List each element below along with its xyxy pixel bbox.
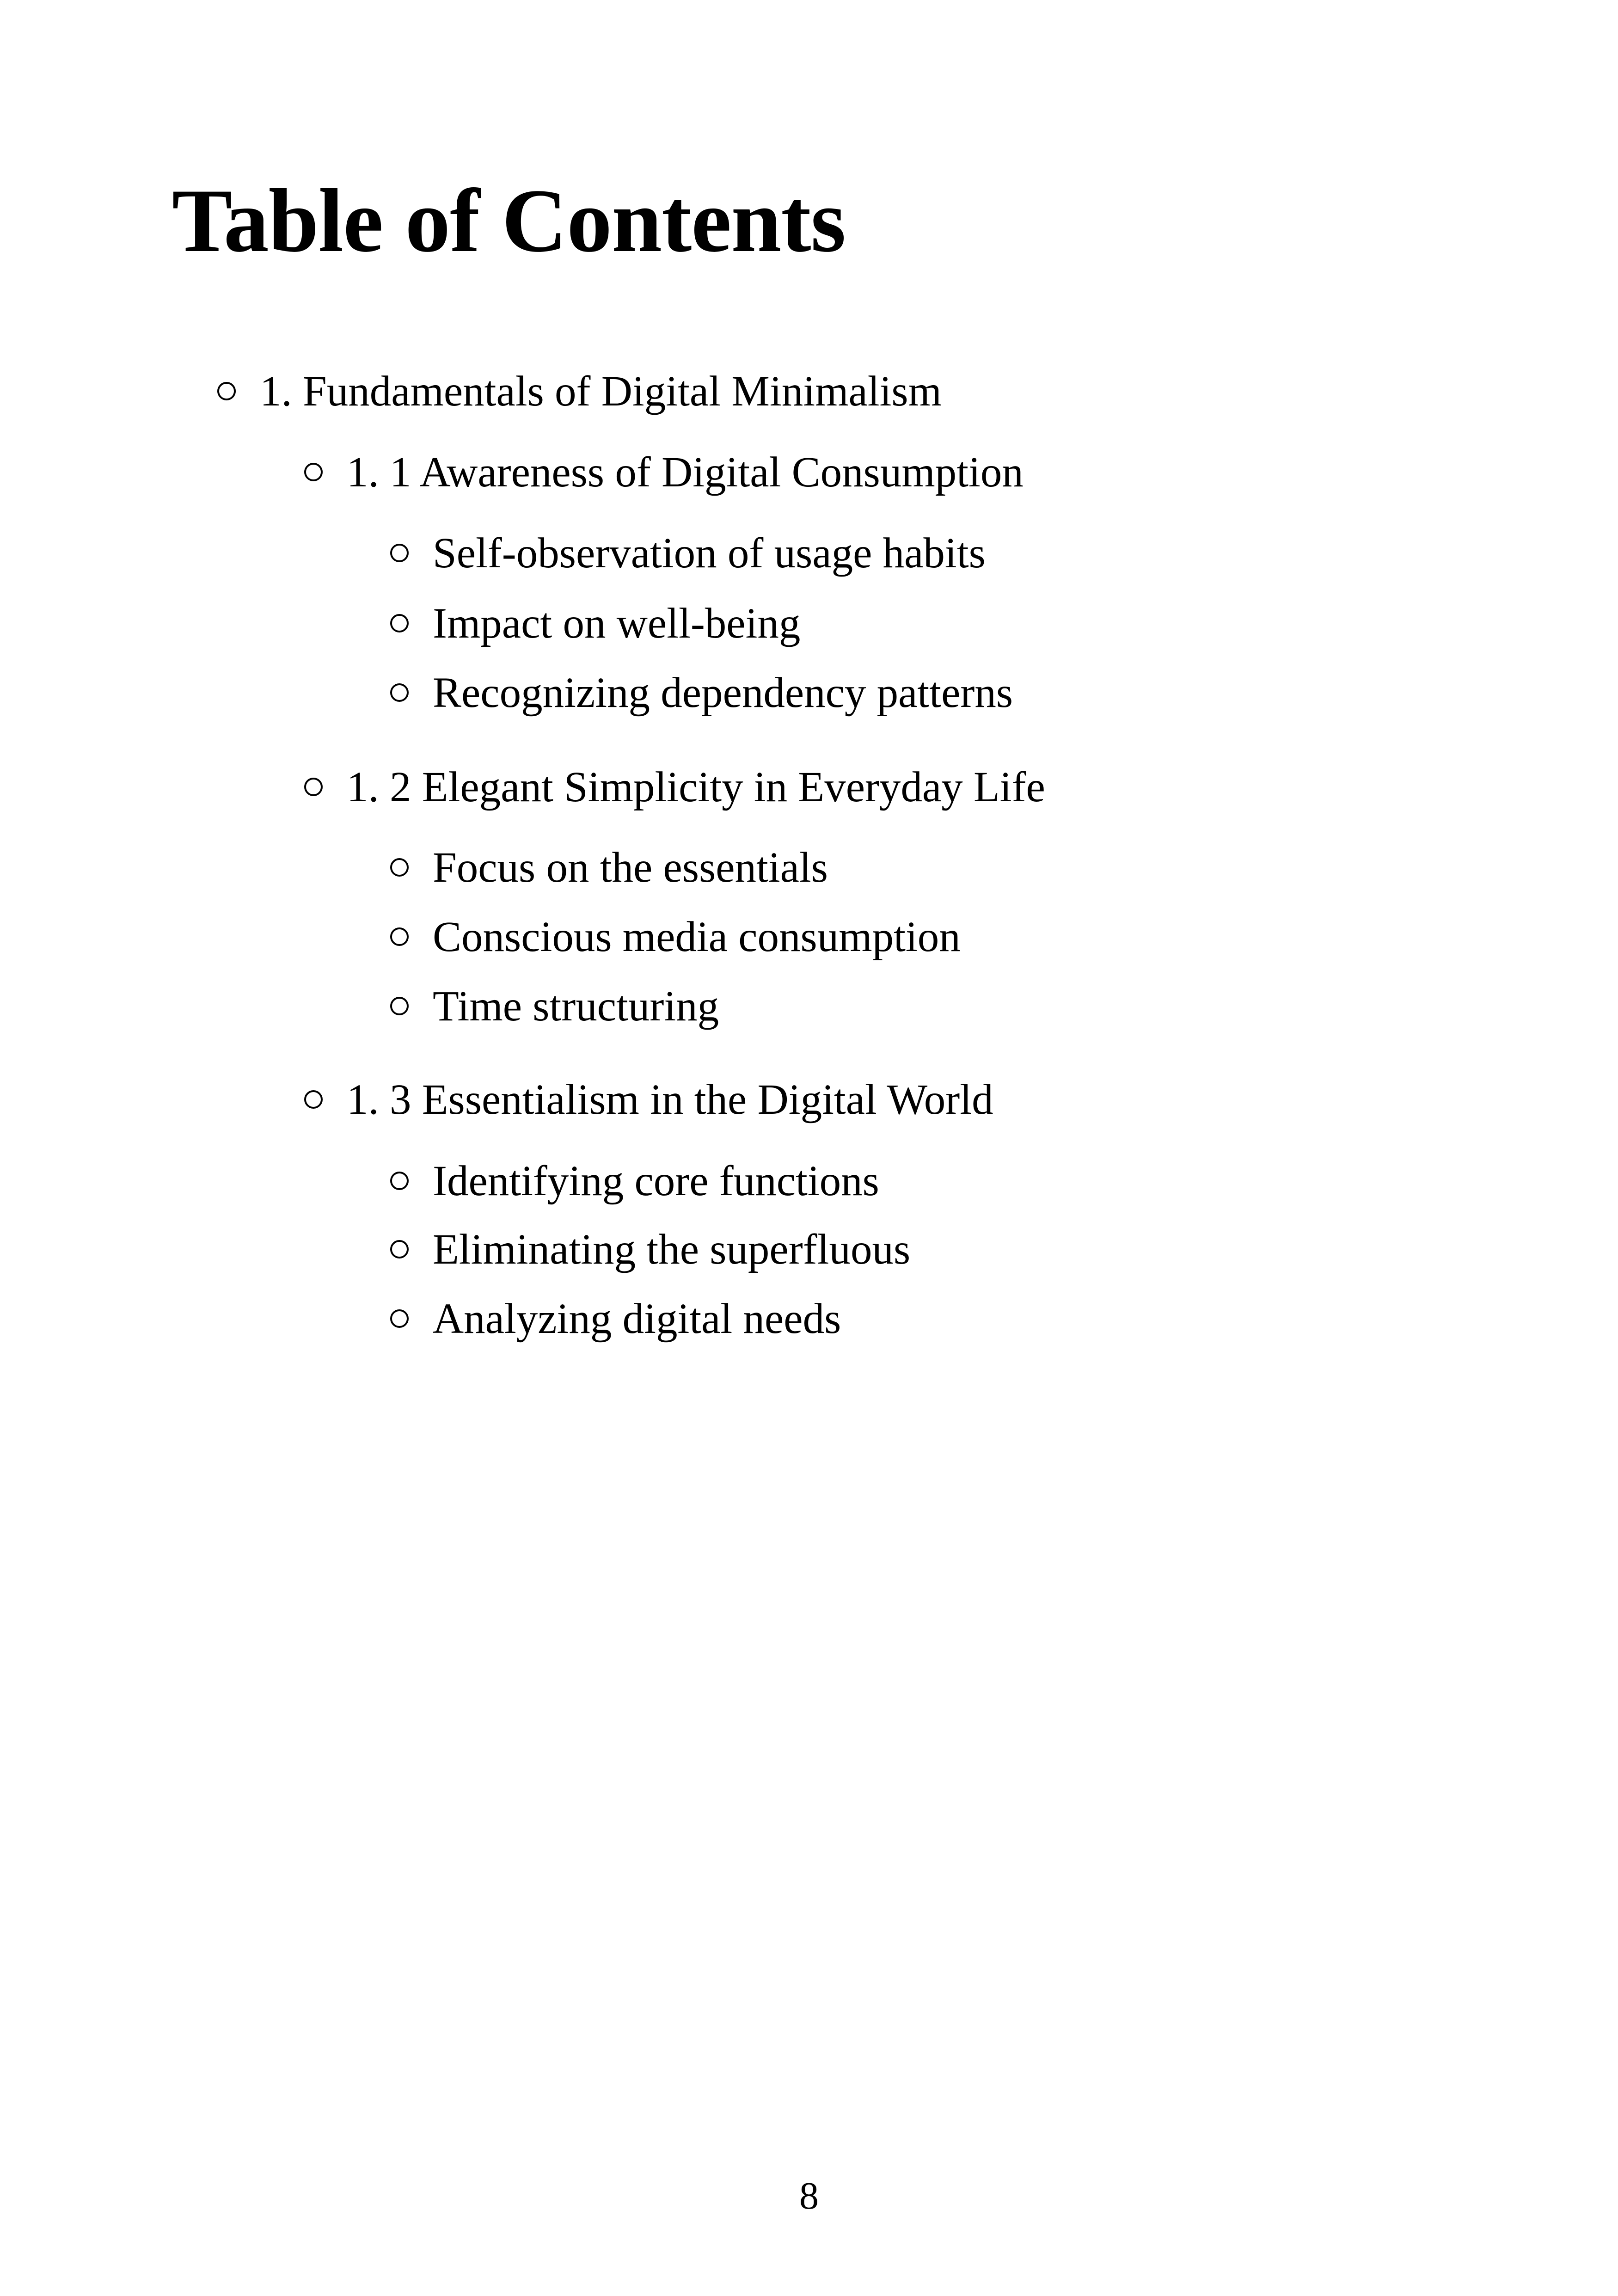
toc-item bbox=[390, 602, 800, 645]
page-number: 8 bbox=[799, 2174, 819, 2217]
toc-section-label: 1. 1 Awareness of Digital Consumption bbox=[347, 448, 1024, 496]
toc-item bbox=[390, 1295, 841, 1343]
toc-chapter bbox=[217, 370, 942, 413]
toc-section bbox=[304, 763, 1045, 811]
hollow-bullet-icon bbox=[390, 1240, 409, 1259]
toc-item bbox=[390, 846, 828, 889]
toc-item-label: Impact on well-being bbox=[433, 600, 801, 647]
hollow-bullet-icon bbox=[390, 927, 409, 946]
toc-item-label: Analyzing digital needs bbox=[433, 1295, 841, 1343]
toc-item-label: Time structuring bbox=[433, 982, 719, 1030]
toc-item bbox=[390, 669, 1013, 717]
toc-section bbox=[304, 1078, 993, 1121]
toc-item bbox=[390, 529, 986, 577]
toc-item bbox=[390, 982, 719, 1030]
page-title: Table of Contents bbox=[172, 171, 846, 271]
hollow-bullet-icon bbox=[390, 997, 409, 1015]
toc-item bbox=[390, 1228, 910, 1271]
hollow-bullet-icon bbox=[304, 463, 323, 481]
hollow-bullet-icon bbox=[390, 1309, 409, 1328]
hollow-bullet-icon bbox=[390, 614, 409, 632]
toc-section bbox=[304, 448, 1024, 496]
toc-item-label: Recognizing dependency patterns bbox=[433, 669, 1013, 717]
toc-item-label: Self-observation of usage habits bbox=[433, 529, 986, 577]
toc-item bbox=[390, 913, 961, 961]
toc-item bbox=[390, 1157, 879, 1205]
hollow-bullet-icon bbox=[304, 778, 323, 796]
hollow-bullet-icon bbox=[217, 382, 236, 400]
hollow-bullet-icon bbox=[390, 544, 409, 562]
toc-item-label: Focus on the essentials bbox=[433, 844, 828, 891]
toc-section-label: 1. 2 Elegant Simplicity in Everyday Life bbox=[347, 763, 1045, 811]
toc-chapter-label: 1. Fundamentals of Digital Minimalism bbox=[260, 368, 942, 415]
hollow-bullet-icon bbox=[390, 683, 409, 702]
toc-item-label: Eliminating the superfluous bbox=[433, 1226, 911, 1273]
hollow-bullet-icon bbox=[304, 1090, 323, 1109]
toc-item-label: Conscious media consumption bbox=[433, 913, 961, 961]
toc-item-label: Identifying core functions bbox=[433, 1157, 879, 1205]
toc-section-label: 1. 3 Essentialism in the Digital World bbox=[347, 1076, 993, 1123]
hollow-bullet-icon bbox=[390, 858, 409, 877]
hollow-bullet-icon bbox=[390, 1172, 409, 1190]
